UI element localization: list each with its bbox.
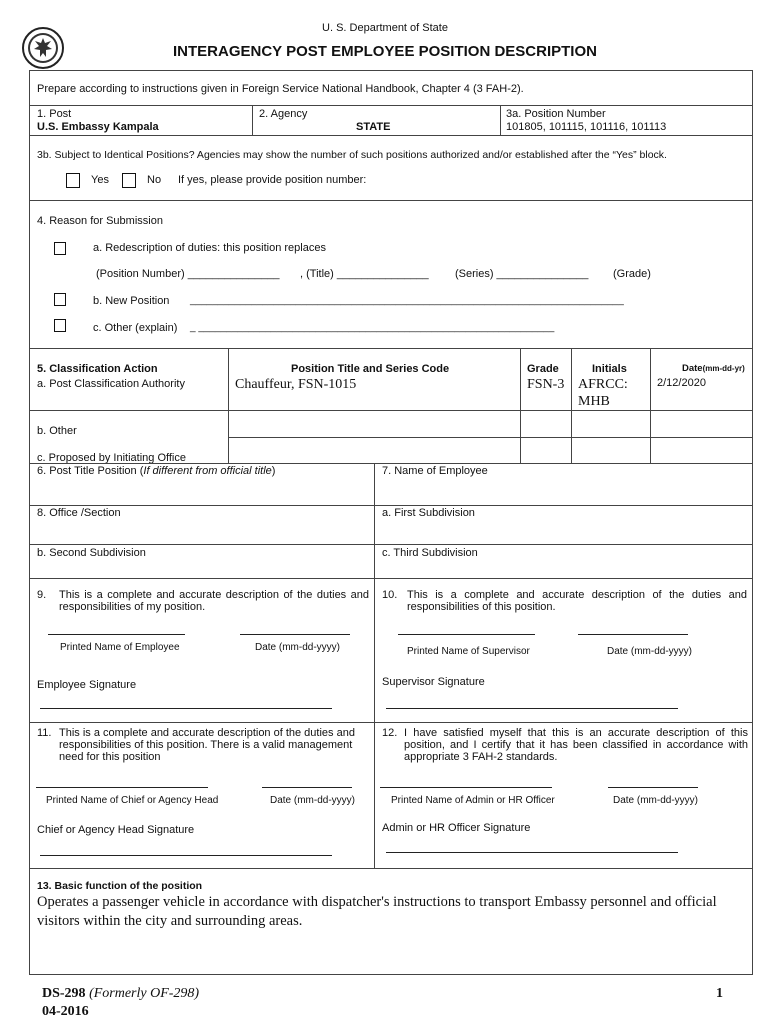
col-grade-header: Grade — [527, 363, 559, 375]
new-position-label: b. New Position — [93, 295, 170, 307]
basic-function-text: Operates a passenger vehicle in accordance with dispatcher's instructions to transport Embassy personnel and official visitors within the city and surrounding areas. — [37, 894, 717, 929]
position-number-value: 101805, 101115, 101116, 101113 — [506, 121, 667, 133]
redescription-checkbox[interactable] — [54, 242, 66, 255]
third-subdivision-label: c. Third Subdivision — [382, 547, 478, 559]
row-c-label: c. Proposed by Initiating Office — [37, 452, 186, 464]
other-explain-line[interactable]: _ ________________________________________________________________ — [190, 322, 555, 333]
new-position-line[interactable]: ______________________________________________________________________________ — [190, 295, 624, 306]
col-date-label: Date — [682, 363, 703, 374]
form-id: DS-298 — [42, 986, 86, 1001]
form-number — [42, 986, 199, 1002]
supervisor-signature-label: Supervisor Signature — [382, 676, 485, 688]
form-date: 04-2016 — [42, 1004, 89, 1019]
other-checkbox[interactable] — [54, 319, 66, 332]
cert-12-number: 12. — [382, 727, 398, 739]
classification-label: 5. Classification Action — [37, 363, 158, 375]
cert-11-number: 11. — [37, 727, 52, 739]
col-title-header: Position Title and Series Code — [291, 363, 450, 375]
first-subdivision-label: a. First Subdivision — [382, 507, 475, 519]
other-label: c. Other (explain) — [93, 322, 178, 334]
employee-name-label: 7. Name of Employee — [382, 465, 488, 477]
yes-checkbox[interactable] — [66, 173, 80, 188]
chief-signature-label: Chief or Agency Head Signature — [37, 824, 195, 836]
cert-12-printed-name: Printed Name of Admin or HR Officer — [391, 795, 555, 806]
no-label: No — [147, 174, 162, 186]
post-title-label-text: 6. Post Title Position ( — [37, 465, 144, 477]
employee-signature-label: Employee Signature — [37, 679, 137, 691]
cert-12-text: I have satisfied myself that this is an accurate description of this position, and I certify that it has been classified in accordance with appropriate 3 FAH-2 standards. — [404, 727, 748, 763]
cert-9-text: This is a complete and accurate description of the duties and responsibilities of my position. — [59, 589, 369, 613]
cert-10-number: 10. — [382, 589, 398, 601]
new-position-checkbox[interactable] — [54, 293, 66, 306]
replaces-series[interactable]: (Series) _______________ — [455, 268, 589, 280]
if-yes-text: If yes, please provide position number: — [178, 174, 367, 186]
cert-11-date: Date (mm-dd-yyyy) — [270, 795, 356, 806]
cert-9-number: 9. — [37, 589, 47, 601]
cert-9-date: Date (mm-dd-yyyy) — [255, 642, 341, 653]
col-initials-header: Initials — [592, 363, 627, 375]
instructions: Prepare according to instructions given in Foreign Service National Handbook, Chapter 4 (3 FAH-2). — [37, 83, 524, 95]
cert-10-text: This is a complete and accurate description of the duties and responsibilities of this position. — [407, 589, 747, 613]
form-formerly: (Formerly OF-298) — [89, 986, 200, 1001]
post-value: U.S. Embassy Kampala — [37, 121, 159, 133]
cert-10-date: Date (mm-dd-yyyy) — [607, 646, 693, 657]
col-date-format: (mm-dd-yr) — [702, 364, 745, 373]
hr-officer-signature-label: Admin or HR Officer Signature — [382, 822, 531, 834]
replaces-title[interactable]: , (Title) _______________ — [300, 268, 429, 280]
row-a-title: Chauffeur, FSN-1015 — [235, 377, 357, 392]
post-title-position-label — [37, 465, 275, 477]
no-checkbox[interactable] — [122, 173, 136, 188]
department-name: U. S. Department of State — [322, 22, 448, 34]
form-border — [29, 70, 753, 975]
post-title-label-italic: If different from official title — [143, 465, 272, 477]
page-number: 1 — [716, 986, 723, 1001]
form-title: INTERAGENCY POST EMPLOYEE POSITION DESCRIPTION — [173, 43, 597, 60]
second-subdivision-label: b. Second Subdivision — [37, 547, 146, 559]
reason-label: 4. Reason for Submission — [37, 215, 163, 227]
cert-11-printed-name: Printed Name of Chief or Agency Head — [46, 795, 219, 806]
cert-11-text: This is a complete and accurate description of the duties and responsibilities of this position. There is a valid management need for this position — [59, 727, 355, 763]
replaces-position-number[interactable]: (Position Number) _______________ — [96, 268, 280, 280]
position-number-label: 3a. Position Number — [506, 108, 606, 120]
row-a-grade: FSN-3 — [527, 377, 565, 392]
cert-12-date: Date (mm-dd-yyyy) — [613, 795, 699, 806]
agency-label: 2. Agency — [259, 108, 308, 120]
row-a-initials-2: MHB — [578, 394, 610, 409]
office-section-label: 8. Office /Section — [37, 507, 121, 519]
redescription-label: a. Redescription of duties: this position replaces — [93, 242, 326, 254]
row-b-label: b. Other — [37, 425, 77, 437]
agency-value: STATE — [356, 121, 391, 133]
post-title-label-close: ) — [271, 465, 276, 477]
cert-10-printed-name: Printed Name of Supervisor — [407, 646, 530, 657]
row-a-label: a. Post Classification Authority — [37, 378, 185, 390]
basic-function-label: 13. Basic function of the position — [37, 880, 203, 892]
cert-9-printed-name: Printed Name of Employee — [60, 642, 180, 653]
post-label: 1. Post — [37, 108, 72, 120]
row-a-initials-1: AFRCC: — [578, 377, 628, 392]
yes-label: Yes — [91, 174, 109, 186]
replaces-grade[interactable]: (Grade) — [613, 268, 651, 280]
identical-question: 3b. Subject to Identical Positions? Agencies may show the number of such positions authorized and/or established after the “Yes” block. — [37, 149, 667, 161]
col-date-header — [682, 363, 745, 374]
row-a-date: 2/12/2020 — [657, 377, 706, 389]
